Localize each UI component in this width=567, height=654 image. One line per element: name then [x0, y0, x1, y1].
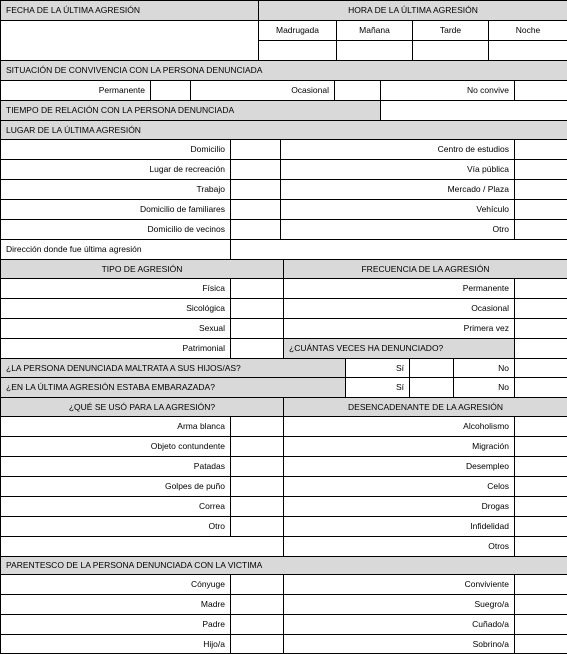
parentesco-right-label: Conviviente — [283, 574, 515, 595]
desencadenante-item-label: Infidelidad — [283, 516, 515, 537]
uso-item-field[interactable] — [230, 456, 284, 477]
desencadenante-label: DESENCADENANTE DE LA AGRESIÓN — [283, 397, 567, 417]
uso-item-label: Objeto contundente — [0, 436, 231, 457]
fecha-input[interactable] — [0, 20, 259, 61]
maltrata-hijos-si-field[interactable] — [409, 358, 454, 378]
parentesco-left-label: Padre — [0, 614, 231, 635]
parentesco-right-field[interactable] — [514, 574, 567, 595]
desencadenante-item-label: Otros — [283, 536, 515, 557]
tipo-item-label: Sicológica — [0, 298, 231, 319]
direccion-label: Dirección donde fue última agresión — [0, 239, 231, 260]
parentesco-right-label: Sobrino/a — [283, 634, 515, 654]
uso-label: ¿QUÉ SE USÓ PARA LA AGRESIÓN? — [0, 397, 284, 417]
desencadenante-item-label: Celos — [283, 476, 515, 497]
frecuencia-item-field[interactable] — [514, 298, 567, 319]
parentesco-right-label: Suegro/a — [283, 594, 515, 615]
lugar-right-label: Centro de estudios — [280, 139, 515, 160]
tipo-label: TIPO DE AGRESIÓN — [0, 259, 284, 279]
hora-manana-field[interactable] — [336, 40, 413, 61]
cuantas-veces-field[interactable] — [514, 338, 567, 359]
frecuencia-item-label: Primera vez — [283, 318, 515, 339]
maltrata-hijos-si-label: Sí — [345, 358, 410, 378]
lugar-right-field[interactable] — [514, 159, 567, 180]
parentesco-left-field[interactable] — [230, 634, 284, 654]
parentesco-left-field[interactable] — [230, 614, 284, 635]
tipo-item-label: Sexual — [0, 318, 231, 339]
desencadenante-item-field[interactable] — [514, 456, 567, 477]
uso-item-field[interactable] — [230, 436, 284, 457]
desencadenante-item-field[interactable] — [514, 536, 567, 557]
parentesco-right-field[interactable] — [514, 614, 567, 635]
frecuencia-item-field[interactable] — [514, 278, 567, 299]
lugar-left-label: Domicilio — [0, 139, 231, 160]
hora-tarde-label: Tarde — [412, 20, 489, 41]
lugar-left-field[interactable] — [230, 199, 281, 220]
uso-blank-cell — [0, 536, 284, 557]
uso-item-field[interactable] — [230, 516, 284, 537]
lugar-left-label: Trabajo — [0, 179, 231, 200]
desencadenante-item-field[interactable] — [514, 496, 567, 517]
embarazada-label: ¿EN LA ÚLTIMA AGRESIÓN ESTABA EMBARAZADA? — [0, 377, 346, 398]
lugar-left-field[interactable] — [230, 159, 281, 180]
lugar-left-label: Domicilio de vecinos — [0, 219, 231, 240]
cuantas-veces-label: ¿CUÁNTAS VECES HA DENUNCIADO? — [283, 338, 515, 359]
convivencia-ocasional-field[interactable] — [334, 80, 381, 101]
maltrata-hijos-no-field[interactable] — [514, 358, 567, 378]
parentesco-right-field[interactable] — [514, 634, 567, 654]
lugar-left-field[interactable] — [230, 139, 281, 160]
lugar-right-label: Mercado / Plaza — [280, 179, 515, 200]
frecuencia-item-field[interactable] — [514, 318, 567, 339]
desencadenante-item-field[interactable] — [514, 416, 567, 437]
uso-item-label: Otro — [0, 516, 231, 537]
frecuencia-item-label: Permanente — [283, 278, 515, 299]
desencadenante-item-label: Alcoholismo — [283, 416, 515, 437]
uso-item-label: Arma blanca — [0, 416, 231, 437]
parentesco-left-label: Madre — [0, 594, 231, 615]
hora-madrugada-label: Madrugada — [258, 20, 337, 41]
maltrata-hijos-no-label: No — [453, 358, 515, 378]
embarazada-no-label: No — [453, 377, 515, 398]
maltrata-hijos-label: ¿LA PERSONA DENUNCIADA MALTRATA A SUS HIJOS/AS? — [0, 358, 346, 378]
uso-item-label: Patadas — [0, 456, 231, 477]
lugar-left-label: Domicilio de familiares — [0, 199, 231, 220]
convivencia-noconvive-field[interactable] — [514, 80, 567, 101]
lugar-label: LUGAR DE LA ÚLTIMA AGRESIÓN — [0, 120, 567, 140]
parentesco-label: PARENTESCO DE LA PERSONA DENUNCIADA CON LA VICTIMA — [0, 556, 567, 575]
tipo-item-field[interactable] — [230, 278, 284, 299]
convivencia-ocasional-label: Ocasional — [190, 80, 335, 101]
lugar-left-field[interactable] — [230, 219, 281, 240]
lugar-right-label: Vehículo — [280, 199, 515, 220]
tipo-item-label: Física — [0, 278, 231, 299]
convivencia-label: SITUACIÓN DE CONVIVENCIA CON LA PERSONA DENUNCIADA — [0, 60, 567, 81]
frecuencia-label: FRECUENCIA DE LA AGRESIÓN — [283, 259, 567, 279]
embarazada-si-field[interactable] — [409, 377, 454, 398]
hora-noche-field[interactable] — [488, 40, 567, 61]
frecuencia-item-label: Ocasional — [283, 298, 515, 319]
uso-item-label: Golpes de puño — [0, 476, 231, 497]
direccion-field[interactable] — [230, 239, 567, 260]
hora-noche-label: Noche — [488, 20, 567, 41]
tiempo-relacion-label: TIEMPO DE RELACIÓN CON LA PERSONA DENUNCIADA — [0, 100, 381, 121]
lugar-right-field[interactable] — [514, 139, 567, 160]
lugar-right-field[interactable] — [514, 199, 567, 220]
parentesco-left-label: Hijo/a — [0, 634, 231, 654]
convivencia-noconvive-label: No convive — [380, 80, 515, 101]
hora-tarde-field[interactable] — [412, 40, 489, 61]
hora-label: HORA DE LA ÚLTIMA AGRESIÓN — [258, 0, 567, 21]
uso-item-field[interactable] — [230, 416, 284, 437]
tipo-item-label: Patrimonial — [0, 338, 231, 359]
tipo-item-field[interactable] — [230, 298, 284, 319]
parentesco-left-field[interactable] — [230, 574, 284, 595]
fecha-label: FECHA DE LA ÚLTIMA AGRESIÓN — [0, 0, 259, 21]
uso-item-field[interactable] — [230, 496, 284, 517]
lugar-right-label: Otro — [280, 219, 515, 240]
tipo-item-field[interactable] — [230, 318, 284, 339]
hora-madrugada-field[interactable] — [258, 40, 337, 61]
lugar-left-field[interactable] — [230, 179, 281, 200]
convivencia-permanente-label: Permanente — [0, 80, 151, 101]
lugar-right-label: Vía pública — [280, 159, 515, 180]
parentesco-left-label: Cónyuge — [0, 574, 231, 595]
parentesco-left-field[interactable] — [230, 594, 284, 615]
tipo-item-field[interactable] — [230, 338, 284, 359]
desencadenante-item-label: Desempleo — [283, 456, 515, 477]
parentesco-right-field[interactable] — [514, 594, 567, 615]
uso-item-label: Correa — [0, 496, 231, 517]
tiempo-relacion-field[interactable] — [380, 100, 567, 121]
convivencia-permanente-field[interactable] — [150, 80, 191, 101]
desencadenante-item-label: Drogas — [283, 496, 515, 517]
hora-manana-label: Mañana — [336, 20, 413, 41]
embarazada-si-label: Sí — [345, 377, 410, 398]
desencadenante-item-field[interactable] — [514, 476, 567, 497]
lugar-right-field[interactable] — [514, 219, 567, 240]
desencadenante-item-field[interactable] — [514, 436, 567, 457]
uso-item-field[interactable] — [230, 476, 284, 497]
lugar-right-field[interactable] — [514, 179, 567, 200]
desencadenante-item-label: Migración — [283, 436, 515, 457]
desencadenante-item-field[interactable] — [514, 516, 567, 537]
embarazada-no-field[interactable] — [514, 377, 567, 398]
lugar-left-label: Lugar de recreación — [0, 159, 231, 180]
parentesco-right-label: Cuñado/a — [283, 614, 515, 635]
